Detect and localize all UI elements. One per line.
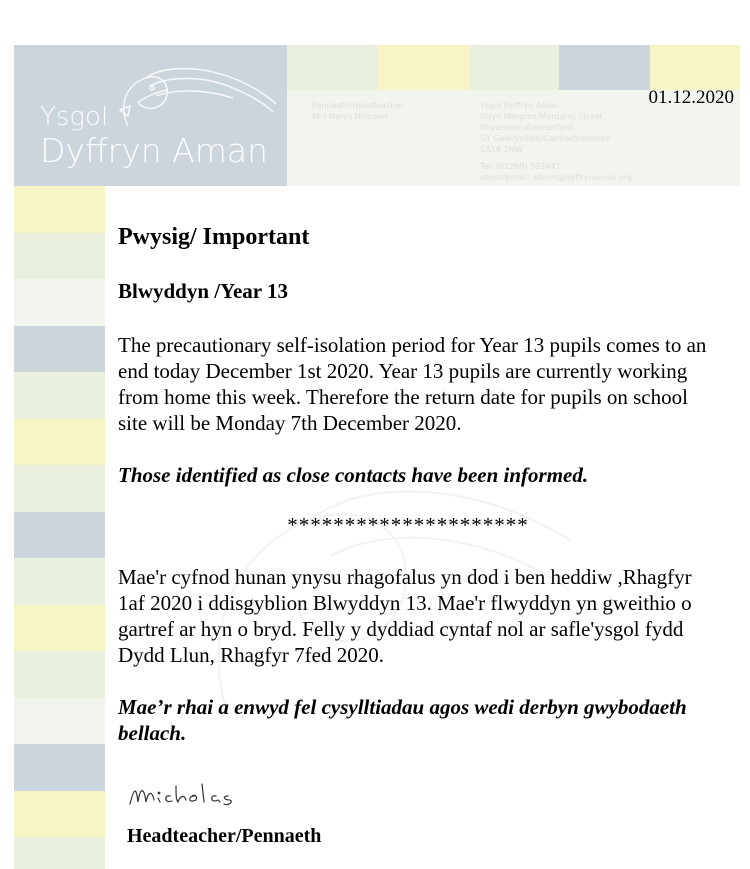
- side-block: [14, 465, 105, 512]
- headteacher-line: Pennaeth/Headteacher: [312, 101, 404, 110]
- side-block: [14, 605, 105, 651]
- welsh-paragraph: Mae'r cyfnod hunan ynysu rhagofalus yn dod i ben heddiw ,Rhagfyr 1af 2020 i ddisgyblion Blwyddyn 13. Mae'r flwyddyn yn gweithio o gartref ar hyn o bryd. Felly y dyddiad cyntaf nol ar safle'ysgol fydd Dydd Llun, Rhagfyr 7fed 2020.: [118, 565, 692, 667]
- letter-date: 01.12.2020: [648, 87, 734, 108]
- side-block: [14, 372, 105, 419]
- header-block: [469, 45, 559, 90]
- address-line: Stryd Margred/Margaret Street: [480, 112, 603, 121]
- contact-line: ebost/email: admin@dyffrynaman.org: [480, 173, 633, 182]
- logo-school-name: Dyffryn Aman: [40, 131, 269, 170]
- side-block: [14, 233, 105, 279]
- side-block: [14, 698, 105, 744]
- headteacher-line: Mrs Nerys Nicholas: [312, 112, 389, 121]
- side-block: [14, 326, 105, 372]
- welsh-note: Mae’r rhai a enwyd fel cysylltiadau agos wedi derbyn gwybodaeth bellach.: [118, 695, 687, 745]
- separator: *********************: [287, 513, 529, 537]
- side-block: [14, 279, 105, 326]
- school-logo: [40, 102, 269, 170]
- address-info: [480, 100, 632, 183]
- header-block: [559, 45, 650, 90]
- english-paragraph: The precautionary self-isolation period for Year 13 pupils comes to an end today December 1st 2020. Year 13 pupils are currently working from home this week. Therefore the return date for pupils on school site will be Monday 7th December 2020.: [118, 333, 707, 435]
- signatory-title: Headteacher/Pennaeth: [127, 825, 322, 847]
- side-block: [14, 512, 105, 558]
- english-note: Those identified as close contacts have been informed.: [118, 463, 589, 487]
- letter-body: [118, 220, 718, 772]
- letter-subtitle: Blwyddyn /Year 13: [118, 279, 288, 303]
- header-block: [378, 45, 469, 90]
- header-block: [650, 45, 740, 90]
- logo-ysgol-text: Ysgol: [40, 102, 109, 132]
- handwritten-signature: [124, 778, 254, 812]
- address-line: Ysgol Dyffryn Aman: [480, 101, 560, 110]
- side-block: [14, 837, 105, 869]
- side-block: [14, 651, 105, 698]
- address-line: Sir Gaerfyrddin/Carmarthenshire: [480, 134, 611, 143]
- side-block: [14, 744, 105, 791]
- address-line: Rhydaman/Ammanford: [480, 123, 573, 132]
- side-block: [14, 419, 105, 465]
- side-block: [14, 791, 105, 837]
- contact-line: Tel: (01269) 592441: [480, 162, 561, 171]
- letter-title: Pwysig/ Important: [118, 224, 310, 250]
- side-block: [14, 558, 105, 605]
- side-block: [14, 186, 105, 233]
- headteacher-info: [312, 100, 404, 122]
- header-block: [287, 45, 378, 90]
- address-line: SA18 2NW: [480, 145, 523, 154]
